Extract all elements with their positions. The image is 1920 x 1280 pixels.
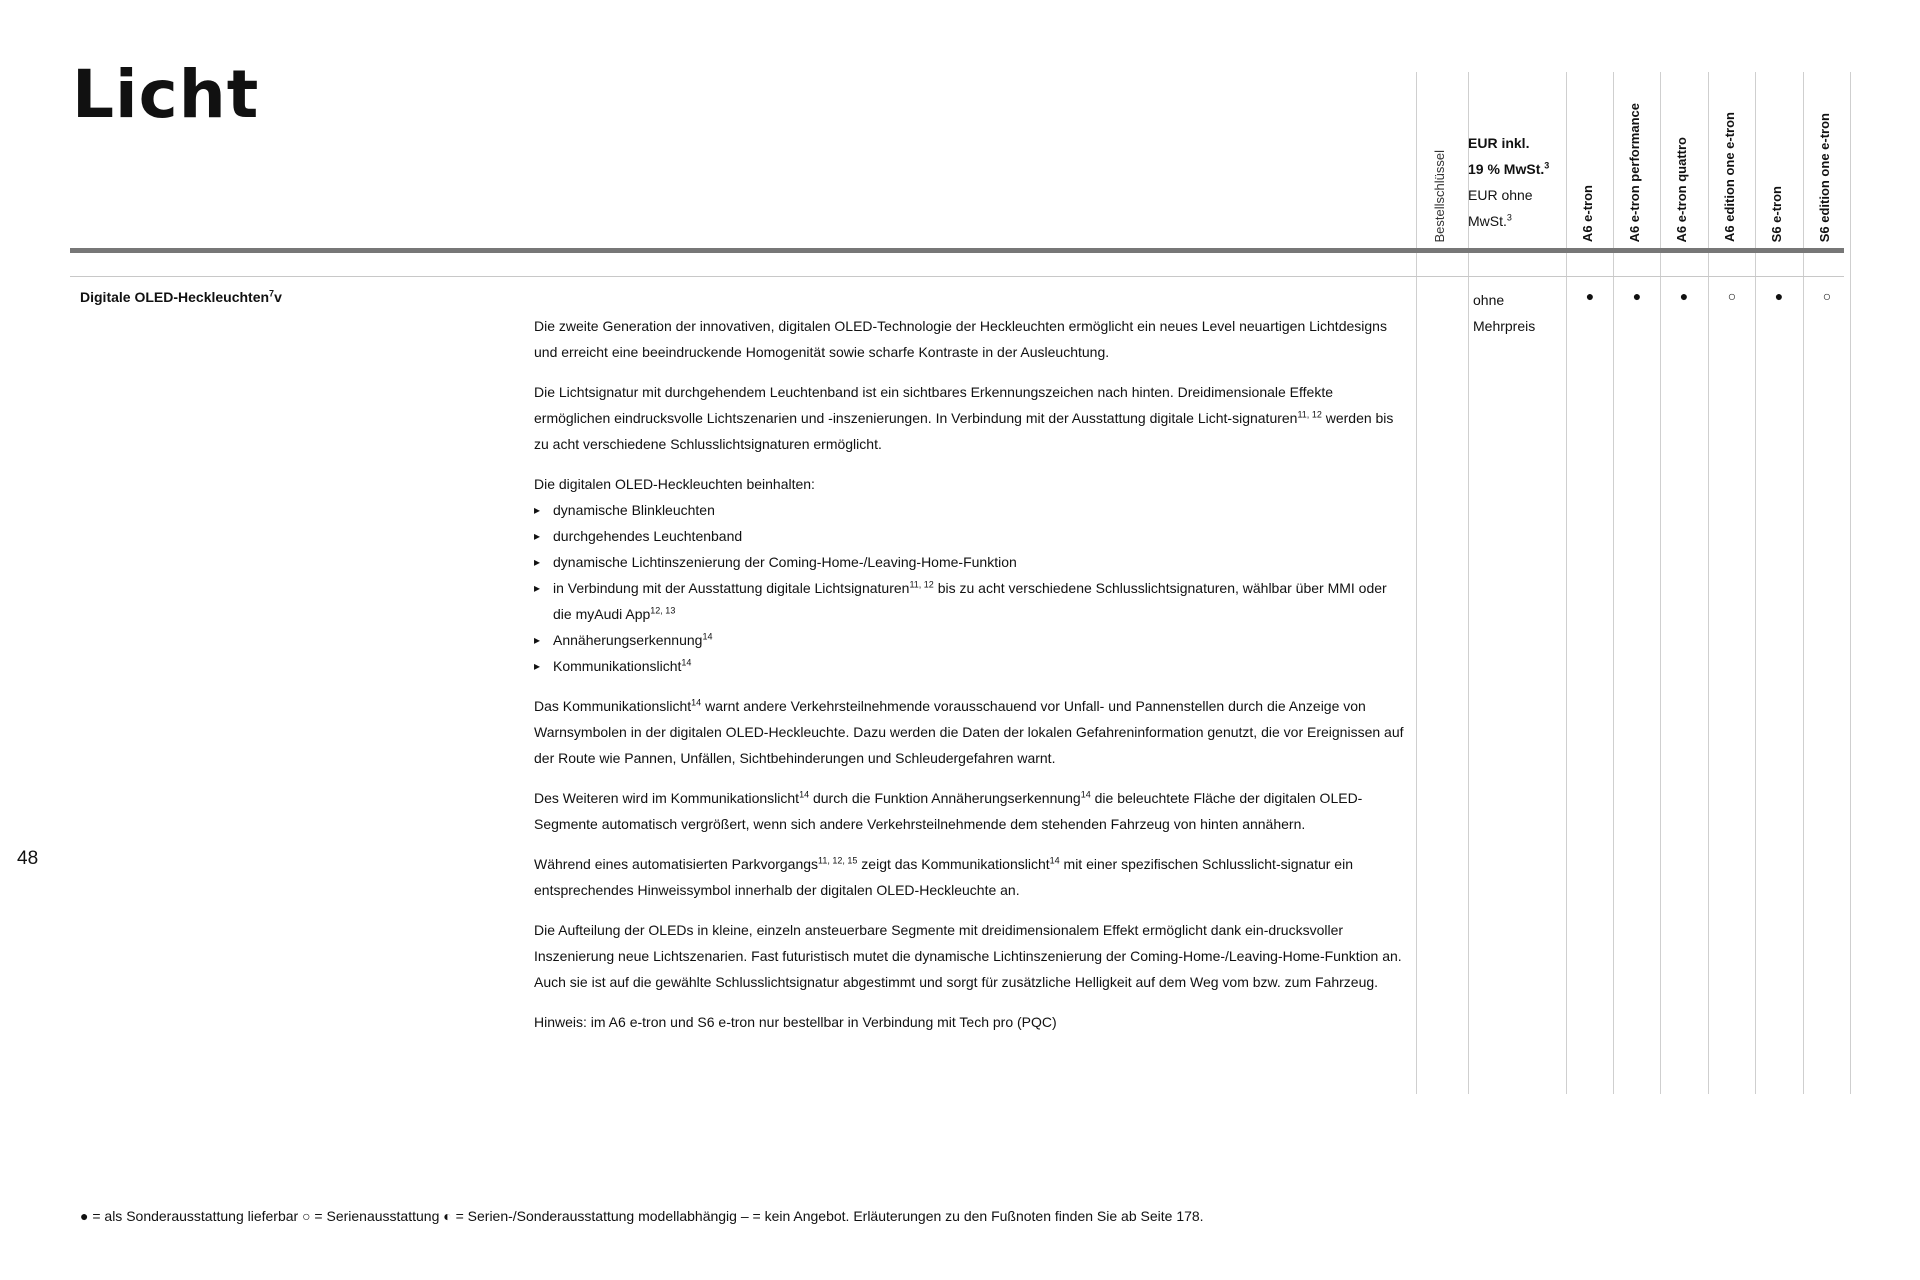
header-model-a6-e-tron-performance: A6 e-tron performance <box>1627 102 1642 242</box>
description-paragraph: Des Weiteren wird im Kommunikationslicht$^{14}$ durch die Funktion Annäherungserkennung$^{14}$ die beleuchtete Fläche der digitalen OLED-Segmente automatisch vergrößert, wenn sich andere Verkehrsteilnehmende dem stehenden Fahrzeug von hinten annähern. <box>534 789 1363 832</box>
column-divider <box>1850 72 1851 1094</box>
legend: ● = als Sonderausstattung lieferbar ○ = Serienausstattung ◐ = Serien-/Sonderausstattung modellabhängig – = kein Angebot. Erläuterungen zu den Fußnoten finden Sie ab Seite 178. <box>80 1208 1204 1224</box>
column-divider <box>1803 72 1804 1094</box>
description-paragraph: Die Lichtsignatur mit durchgehendem Leuchtenband ist ein sichtbares Erkennungszeichen nach hinten. Dreidimensionale Effekte ermöglichen eindrucksvolle Lichtszenarien und -inszenierungen. In Verbindung mit der Ausstattung digitale Licht-signaturen$^{11, 12}$ werden bis zu acht verschiedene Schlusslichtsignaturen ermöglicht. <box>534 384 1394 452</box>
header-rule <box>70 248 1844 253</box>
header-model-s6-edition-one: S6 edition one e-tron <box>1817 112 1832 242</box>
list-item: ▸ Annäherungserkennung$^{14}$ <box>534 627 1404 653</box>
description-paragraph: Die Aufteilung der OLEDs in kleine, einzeln ansteuerbare Segmente mit dreidimensionalem Effekt ermöglicht dank ein-drucksvoller Inszenierung neue Lichtszenarien. Fast futuristisch mutet die dynamische Lichtinszenierung der Coming-Home-/Leaving-Home-Funktion an. Auch sie ist auf die gewählte Schlusslichtsignatur abgestimmt und sorgt für zusätzliche Helligkeit auf dem Weg vom bzw. zum Fahrzeug. <box>534 922 1402 990</box>
description-paragraph: Das Kommunikationslicht$^{14}$ warnt andere Verkehrsteilnehmende vorausschauend vor Unfall- und Pannenstellen durch die Anzeige von Warnsymbolen in der digitalen OLED-Heckleuchte. Dazu werden die Daten der lokalen Gefahreninformation genutzt, die vor Ereignissen auf der Route wie Pannen, Unfällen, Sichtbehinderungen und Schleudergefahren warnt. <box>534 697 1404 766</box>
header-model-s6-e-tron: S6 e-tron <box>1769 185 1784 242</box>
column-divider <box>1660 72 1661 1094</box>
column-divider <box>1613 72 1614 1094</box>
description-paragraph: Die zweite Generation der innovativen, digitalen OLED-Technologie der Heckleuchten ermöglicht ein neues Level neuartigen Lichtdesigns und erreicht eine beeindruckende Homogenität sowie scharfe Kontraste in der Ausleuchtung. <box>534 318 1387 360</box>
availability-mark-a6-edition-one: ○ <box>1727 288 1737 304</box>
column-divider <box>1708 72 1709 1094</box>
header-model-a6-edition-one: A6 edition one e-tron <box>1722 112 1737 242</box>
availability-mark-s6-edition-one: ○ <box>1822 288 1832 304</box>
column-divider <box>1566 72 1567 1094</box>
row-rule <box>70 276 1844 277</box>
availability-mark-s6-e-tron: ● <box>1774 288 1784 304</box>
list-item: ▸ in Verbindung mit der Ausstattung digitale Lichtsignaturen$^{11, 12}$ bis zu acht verschiedene Schlusslichtsignaturen, wählbar über MMI oder die myAudi App$^{12, 13}$ <box>534 575 1404 627</box>
list-item: ▸ durchgehendes Leuchtenband <box>534 523 1404 549</box>
header-price-incl: EUR inkl. <box>1468 135 1530 151</box>
description-paragraph: Während eines automatisierten Parkvorgangs$^{11, 12, 15}$ zeigt das Kommunikationslicht$^{14}$ mit einer spezifischen Schlusslicht-signatur ein entsprechendes Hinweissymbol innerhalb der digitalen OLED-Heckleuchte an. <box>534 855 1353 898</box>
item-title-suffix: v <box>274 289 282 305</box>
header-price-incl-vat: 19 % MwSt. <box>1468 161 1545 177</box>
footnote-ref: 7 <box>269 288 275 299</box>
header-model-a6-e-tron: A6 e-tron <box>1580 184 1595 242</box>
item-description <box>534 313 1404 1049</box>
feature-list-intro: Die digitalen OLED-Heckleuchten beinhalten: <box>534 476 815 492</box>
availability-mark-a6-e-tron-quattro: ● <box>1679 288 1689 304</box>
item-price-line1: ohne <box>1473 292 1505 308</box>
availability-mark-a6-e-tron-performance: ● <box>1632 288 1642 304</box>
header-price-excl: EUR ohne <box>1468 187 1533 203</box>
page-number: 48 <box>17 848 39 869</box>
list-item: ▸ dynamische Lichtinszenierung der Coming-Home-/Leaving-Home-Funktion <box>534 549 1404 575</box>
header-price <box>1468 130 1549 234</box>
header-model-a6-e-tron-quattro: A6 e-tron quattro <box>1674 136 1689 242</box>
item-price-line2: Mehrpreis <box>1473 318 1536 334</box>
column-divider <box>1416 72 1417 1094</box>
list-item: ▸ dynamische Blinkleuchten <box>534 497 1404 523</box>
availability-mark-a6-e-tron: ● <box>1585 288 1595 304</box>
header-order-key: Bestellschlüssel <box>1432 149 1447 242</box>
item-title <box>80 289 282 305</box>
page-title: Licht <box>72 56 260 133</box>
header-price-excl-vat: MwSt. <box>1468 213 1507 229</box>
column-divider <box>1755 72 1756 1094</box>
item-title-text: Digitale OLED-Heckleuchten <box>80 289 270 305</box>
note: Hinweis: im A6 e-tron und S6 e-tron nur bestellbar in Verbindung mit Tech pro (PQC) <box>534 1014 1057 1030</box>
feature-list <box>534 471 1404 679</box>
footnote-ref: 3 <box>1544 160 1550 171</box>
footnote-ref: 3 <box>1506 212 1512 223</box>
item-price <box>1473 287 1535 339</box>
list-item: ▸ Kommunikationslicht$^{14}$ <box>534 653 1404 679</box>
